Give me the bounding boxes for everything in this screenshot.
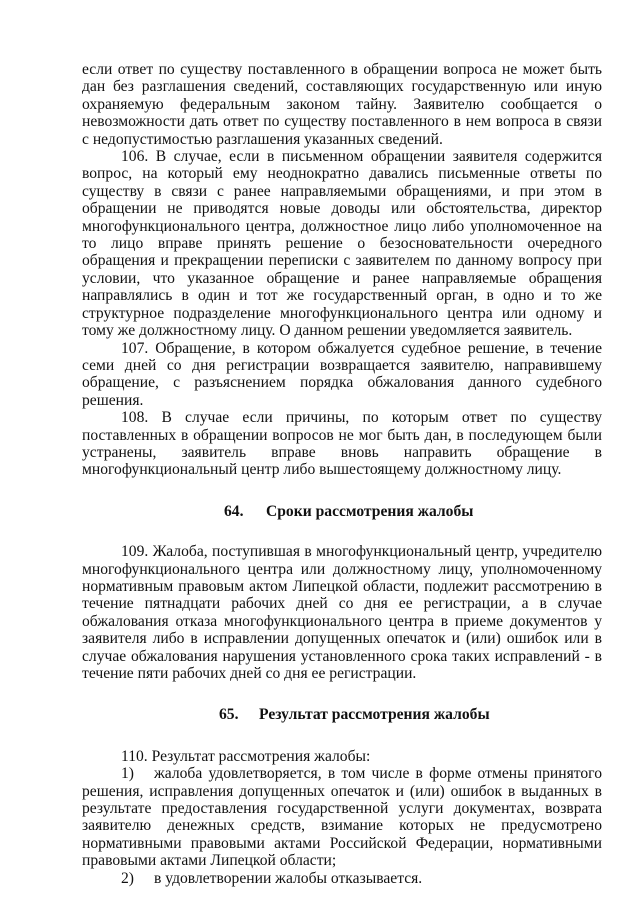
- section-number: 64.: [224, 502, 244, 520]
- list-marker: 2): [121, 869, 134, 887]
- paragraph-continuation: если ответ по существу поставленного в обращении вопроса не может быть дан без разглашения сведений, составляющих государственную или иную охраняемую федеральным законом тайну. Заявителю сообщается о невозможности дать ответ по существу поставленного в нем вопроса в связи с недопустимостью разглашения указанных сведений.: [82, 61, 602, 148]
- paragraph-110-intro: 110. Результат рассмотрения жалобы:: [121, 747, 371, 765]
- section-title: Результат рассмотрения жалобы: [259, 706, 490, 724]
- section-title: Сроки рассмотрения жалобы: [266, 502, 474, 520]
- list-item: [82, 870, 602, 887]
- section-heading-64: [82, 503, 602, 520]
- paragraph-109: 109. Жалоба, поступившая в многофункциональный центр, учредителю многофункционального центра или должностному лицу, уполномоченному нормативным правовым актом Липецкой области, подлежит рассмотрению в течение пятнадцати рабочих дней со дня ее регистрации, а в случае обжалования отказа многофункционального центра в приеме документов у заявителя либо в исправлении допущенных опечаток и (или) ошибок или в случае обжалования нарушения установленного срока таких исправлений - в течение пяти рабочих дней со дня ее регистрации.: [82, 543, 602, 682]
- paragraph-106: 106. В случае, если в письменном обращении заявителя содержится вопрос, на который ему неоднократно давались письменные ответы по существу в связи с ранее направляемыми обращениями, и при этом в обращении не приводятся новые доводы или обстоятельства, директор многофункционального центра, должностное лицо либо уполномоченное на то лицо вправе принять решение о безосновательности очередного обращения и прекращении переписки с заявителем по данному вопросу при условии, что указанное обращение и ранее направляемые обращения направлялись в один и тот же государственный орган, в одно и то же структурное подразделение многофункционального центра или одному и тому же должностному лицу. О данном решении уведомляется заявитель.: [82, 148, 602, 340]
- section-number: 65.: [219, 706, 239, 724]
- paragraph-108: 108. В случае если причины, по которым ответ по существу поставленных в обращении вопросов не мог быть дан, в последующем были устранены, заявитель вправе вновь направить обращение в многофункциональный центр либо вышестоящему должностному лицу.: [82, 409, 602, 479]
- section-heading-65: [82, 706, 602, 723]
- list-item: [82, 765, 602, 869]
- list-marker: 1): [121, 765, 134, 783]
- list-item-text: жалоба удовлетворяется, в том числе в форме отмены принятого решения, исправления допущенных опечаток и (или) ошибок в выданных в результате предоставления государственной услуги документах, возврата заявителю денежных средств, взимание которых не предусмотрено нормативными правовыми актами Российской Федерации, нормативными правовыми актами Липецкой области;: [82, 765, 602, 870]
- list-item-text: в удовлетворении жалобы отказывается.: [154, 869, 423, 887]
- paragraph-107: 107. Обращение, в котором обжалуется судебное решение, в течение семи дней со дня регистрации возвращается заявителю, направившему обращение, с разъяснением порядка обжалования данного судебного решения.: [82, 339, 602, 409]
- document-body: [82, 61, 602, 887]
